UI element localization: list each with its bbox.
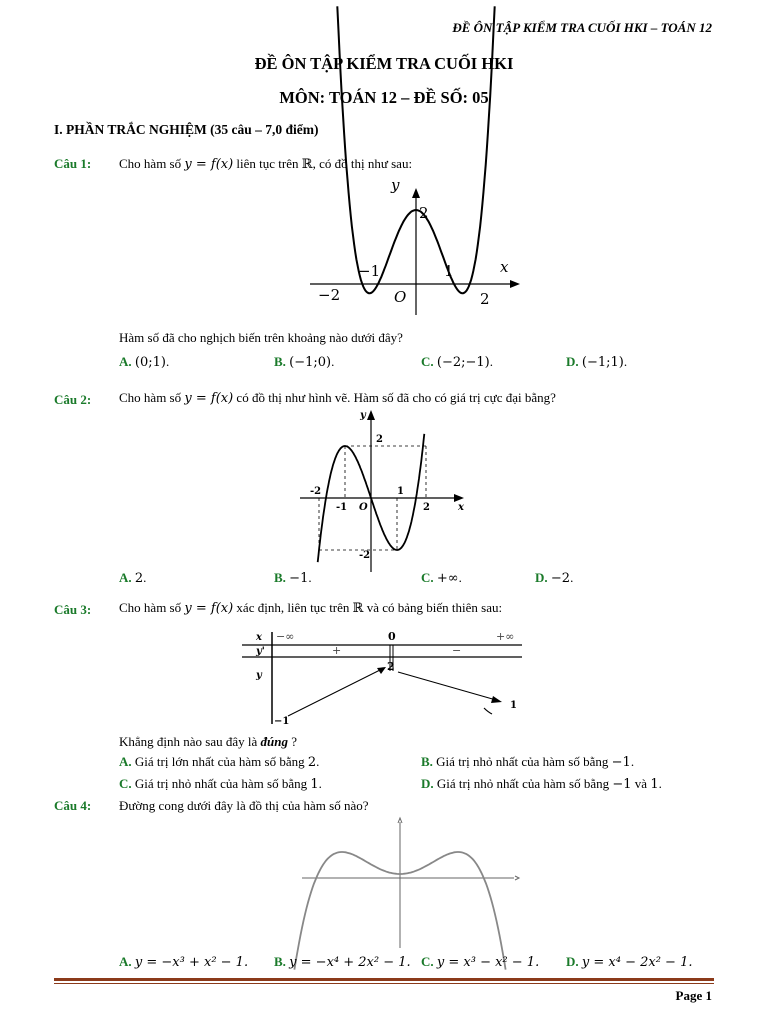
q3-option-b-end: .: [630, 754, 635, 769]
q2-tick-2b: 2: [423, 502, 430, 513]
q1-label: Câu 1:: [54, 156, 92, 171]
q2-option-c-value: +∞: [436, 571, 459, 586]
q1-option-d-value: (−1;1): [581, 355, 624, 370]
q1-graph: [300, 170, 540, 320]
q3-zero: 0: [388, 630, 396, 643]
q3-option-d[interactable]: [421, 776, 662, 792]
q2-tick-m1: -1: [336, 502, 348, 513]
q4-option-d-value: y = x⁴ − 2x² − 1.: [581, 955, 693, 970]
q3-option-b-letter: B.: [421, 754, 433, 769]
q2-option-a-letter: A.: [119, 570, 132, 585]
q1-question: Hàm số đã cho nghịch biến trên khoảng nào dưới đây?: [119, 330, 403, 345]
footer-rule-thick: [54, 978, 714, 981]
q1-option-d[interactable]: D. (−1;1).: [566, 354, 628, 370]
q3-arrow-down-head: [491, 696, 502, 703]
q2-option-d-value: −2: [550, 571, 571, 586]
q2-tick-m2y: -2: [359, 550, 371, 561]
q1-option-c[interactable]: C. (−2;−1).: [421, 354, 493, 370]
q3-option-d-text: Giá trị nhỏ nhất của hàm số bằng: [436, 776, 610, 791]
footer-rule-thin: [54, 983, 714, 984]
q4-x-arrow: [515, 876, 519, 880]
q1-func: y = f(x): [184, 157, 234, 172]
q2-option-b-letter: B.: [274, 570, 286, 585]
q3-option-b[interactable]: [421, 754, 634, 770]
q4-option-a-value: y = −x³ + x² − 1.: [134, 955, 249, 970]
q2-option-d[interactable]: D. −2.: [535, 570, 574, 586]
page-header: ĐỀ ÔN TẬP KIỂM TRA CUỐI HKI – TOÁN 12: [452, 20, 712, 35]
q3-x-label: x: [256, 632, 262, 643]
q1-origin: O: [394, 288, 407, 306]
q3-option-d-letter: D.: [421, 776, 434, 791]
q1-option-b-letter: B.: [274, 354, 286, 369]
page-number: Page 1: [675, 988, 712, 1003]
q2-tick-1: 1: [397, 486, 404, 497]
q1-option-b-value: (−1;0): [289, 355, 332, 370]
q2-func: y = f(x): [184, 391, 234, 406]
q3-sign-plus: +: [332, 644, 342, 657]
q4-option-b[interactable]: [274, 954, 411, 970]
q3-text-b: xác định, liên tục trên: [236, 600, 350, 615]
q3-sign-minus: −: [452, 644, 462, 657]
q3-option-c-value: 1: [310, 777, 319, 792]
q1-tick-m1: −1: [358, 262, 381, 280]
q1-y-label: y: [391, 176, 400, 194]
q2-text-a: Cho hàm số: [119, 390, 182, 405]
q1-text-a: Cho hàm số: [119, 156, 182, 171]
q2-x-label: x: [458, 502, 464, 513]
q4-option-b-value: y = −x⁴ + 2x² − 1.: [289, 955, 411, 970]
q3-option-b-value: −1: [611, 755, 631, 770]
q4-graph: [296, 814, 526, 954]
q3-option-c-end: .: [318, 776, 322, 791]
q3-stray-mark: [484, 708, 492, 714]
q1-x-label: x: [500, 258, 509, 276]
q3-option-d-value2: 1: [650, 777, 659, 792]
q3-text-c: và có bảng biến thiên sau:: [366, 600, 503, 615]
q3-yprime-label: y': [256, 646, 265, 657]
q2-origin: O: [359, 502, 368, 513]
q4-option-c-value: y = x³ − x² − 1.: [436, 955, 540, 970]
q2-label: Câu 2:: [54, 392, 92, 407]
q4-option-a[interactable]: [119, 954, 248, 970]
q1-tick-1: 1: [444, 262, 454, 280]
q3-label: Câu 3:: [54, 602, 92, 617]
q1-text-c: , có đồ thị như sau:: [312, 156, 413, 171]
q2-stem: [119, 390, 556, 406]
q2-x-arrow: [454, 494, 464, 502]
exam-title: ĐỀ ÔN TẬP KIỂM TRA CUỐI HKI: [254, 54, 514, 73]
q3-y-label: y: [256, 670, 262, 681]
q1-option-a-letter: A.: [119, 354, 132, 369]
q3-question-end: ?: [291, 734, 298, 749]
q2-option-c[interactable]: C. +∞.: [421, 570, 462, 586]
q2-tick-2: 2: [376, 434, 383, 445]
q3-option-d-mid: và: [634, 776, 648, 791]
q4-option-a-letter: A.: [119, 954, 132, 969]
q2-option-c-letter: C.: [421, 570, 434, 585]
q2-option-b[interactable]: B. −1.: [274, 570, 312, 586]
q2-y-arrow: [367, 410, 375, 420]
q3-option-a-value: 2: [307, 755, 317, 770]
q1-option-d-letter: D.: [566, 354, 579, 369]
q3-option-d-end: .: [658, 776, 662, 791]
q2-option-b-value: −1: [289, 571, 309, 586]
q3-option-a-end: .: [316, 754, 320, 769]
q3-option-d-value: −1: [612, 777, 632, 792]
q3-option-c[interactable]: [119, 776, 322, 792]
q4-option-d[interactable]: [566, 954, 692, 970]
q1-option-c-letter: C.: [421, 354, 434, 369]
q3-question: [119, 734, 297, 750]
q3-option-c-letter: C.: [119, 776, 132, 791]
q3-question-emphasis: đúng: [260, 734, 288, 749]
q4-text: Đường cong dưới đây là đồ thị của hàm số nào?: [119, 798, 369, 813]
q1-option-a[interactable]: A. (0;1).: [119, 354, 170, 370]
q1-x-arrow: [510, 280, 520, 288]
q3-option-c-text: Giá trị nhỏ nhất của hàm số bằng: [134, 776, 308, 791]
q3-arrow-up: [288, 670, 380, 716]
q2-graph: [296, 406, 476, 572]
exam-subtitle: MÔN: TOÁN 12 – ĐỀ SỐ: 05: [279, 88, 489, 107]
q1-real: ℝ: [301, 157, 313, 172]
q4-option-c-letter: C.: [421, 954, 434, 969]
q1-option-a-value: (0;1): [134, 355, 166, 370]
q2-y-label: y: [360, 410, 366, 421]
q3-real: ℝ: [352, 601, 364, 616]
q3-minus-inf: −∞: [276, 630, 295, 643]
q3-option-a-letter: A.: [119, 754, 132, 769]
q3-func: y = f(x): [184, 601, 234, 616]
q1-tick-m2: −2: [318, 286, 341, 304]
q2-option-a-value: 2: [134, 571, 144, 586]
q1-text-b: liên tục trên: [236, 156, 299, 171]
q3-variation-table: [240, 626, 524, 726]
q3-question-text: Khẳng định nào sau đây là: [119, 734, 258, 749]
q3-plus-inf: +∞: [496, 630, 515, 643]
q1-y-arrow: [412, 188, 420, 198]
section-heading: I. PHẦN TRẮC NGHIỆM (35 câu – 7,0 điểm): [54, 122, 319, 137]
q1-tick-2b: 2: [480, 290, 490, 308]
q3-stem: [119, 600, 502, 616]
q1-option-c-value: (−2;−1): [436, 355, 490, 370]
q2-option-a[interactable]: A. 2.: [119, 570, 147, 586]
q3-value-m1: −1: [274, 716, 290, 727]
q3-arrow-down: [398, 672, 496, 700]
q2-text-b: có đồ thị như hình vẽ. Hàm số đã cho có giá trị cực đại bằng?: [236, 390, 556, 405]
q3-option-a-text: Giá trị lớn nhất của hàm số bằng: [134, 754, 305, 769]
q4-option-d-letter: D.: [566, 954, 579, 969]
q3-value-2: 2: [387, 660, 395, 673]
q4-option-c[interactable]: [421, 954, 539, 970]
q2-tick-m2: -2: [310, 486, 322, 497]
q3-value-1: 1: [510, 700, 517, 711]
q4-option-b-letter: B.: [274, 954, 286, 969]
q3-text-a: Cho hàm số: [119, 600, 182, 615]
q4-label: Câu 4:: [54, 798, 92, 813]
q3-option-a[interactable]: [119, 754, 319, 770]
q2-option-d-letter: D.: [535, 570, 548, 585]
q1-option-b[interactable]: B. (−1;0).: [274, 354, 335, 370]
q1-tick-2: 2: [419, 204, 429, 222]
q3-option-b-text: Giá trị nhỏ nhất của hàm số bằng: [436, 754, 609, 769]
